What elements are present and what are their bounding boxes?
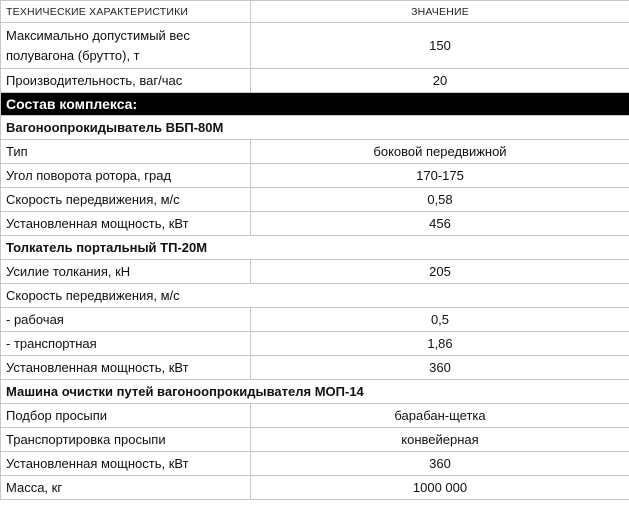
table-row — [1, 332, 629, 356]
section-title: Состав комплекса: — [1, 93, 629, 116]
row-label: Тип — [1, 140, 251, 164]
row-value: 360 — [251, 452, 629, 476]
row-value: 456 — [251, 212, 629, 236]
row-label: Транспортировка просыпи — [1, 428, 251, 452]
group-header-row — [1, 116, 629, 140]
row-label: - рабочая — [1, 308, 251, 332]
row-label: Усилие толкания, кН — [1, 260, 251, 284]
table-row — [1, 69, 629, 93]
table-row — [1, 23, 629, 69]
group-header-row — [1, 236, 629, 260]
header-value: ЗНАЧЕНИЕ — [251, 1, 629, 23]
row-label: Подбор просыпи — [1, 404, 251, 428]
row-value: 150 — [251, 23, 629, 69]
group-title-pusher: Толкатель портальный ТП-20М — [1, 236, 629, 260]
row-value: 170-175 — [251, 164, 629, 188]
table-row — [1, 428, 629, 452]
row-label: Масса, кг — [1, 476, 251, 500]
group-title-cleaner: Машина очистки путей вагоноопрокидывателя МОП-14 — [1, 380, 629, 404]
table-row — [1, 164, 629, 188]
row-value: барабан-щетка — [251, 404, 629, 428]
row-label: Угол поворота ротора, град — [1, 164, 251, 188]
table-row — [1, 284, 629, 308]
table-row — [1, 356, 629, 380]
row-label: - транспортная — [1, 332, 251, 356]
row-value: 1000 000 — [251, 476, 629, 500]
table-row — [1, 140, 629, 164]
group-title-tipper: Вагоноопрокидыватель ВБП-80М — [1, 116, 629, 140]
table-header-row — [1, 1, 629, 23]
table-row — [1, 260, 629, 284]
row-label: Максимально допустимый вес полувагона (брутто), т — [1, 23, 251, 69]
row-label: Скорость передвижения, м/с — [1, 284, 629, 308]
row-value: 360 — [251, 356, 629, 380]
row-label: Производительность, ваг/час — [1, 69, 251, 93]
group-header-row — [1, 380, 629, 404]
header-characteristics: ТЕХНИЧЕСКИЕ ХАРАКТЕРИСТИКИ — [1, 1, 251, 23]
table-row — [1, 476, 629, 500]
table-row — [1, 188, 629, 212]
row-value: 0,5 — [251, 308, 629, 332]
row-value: боковой передвижной — [251, 140, 629, 164]
table-row — [1, 452, 629, 476]
row-value: 1,86 — [251, 332, 629, 356]
row-value: 20 — [251, 69, 629, 93]
row-label: Установленная мощность, кВт — [1, 452, 251, 476]
row-label: Установленная мощность, кВт — [1, 356, 251, 380]
row-label: Установленная мощность, кВт — [1, 212, 251, 236]
row-value: 205 — [251, 260, 629, 284]
row-value: 0,58 — [251, 188, 629, 212]
section-header-row — [1, 93, 629, 116]
table-row — [1, 404, 629, 428]
table-row — [1, 212, 629, 236]
row-value: конвейерная — [251, 428, 629, 452]
row-label: Скорость передвижения, м/с — [1, 188, 251, 212]
table-row — [1, 308, 629, 332]
